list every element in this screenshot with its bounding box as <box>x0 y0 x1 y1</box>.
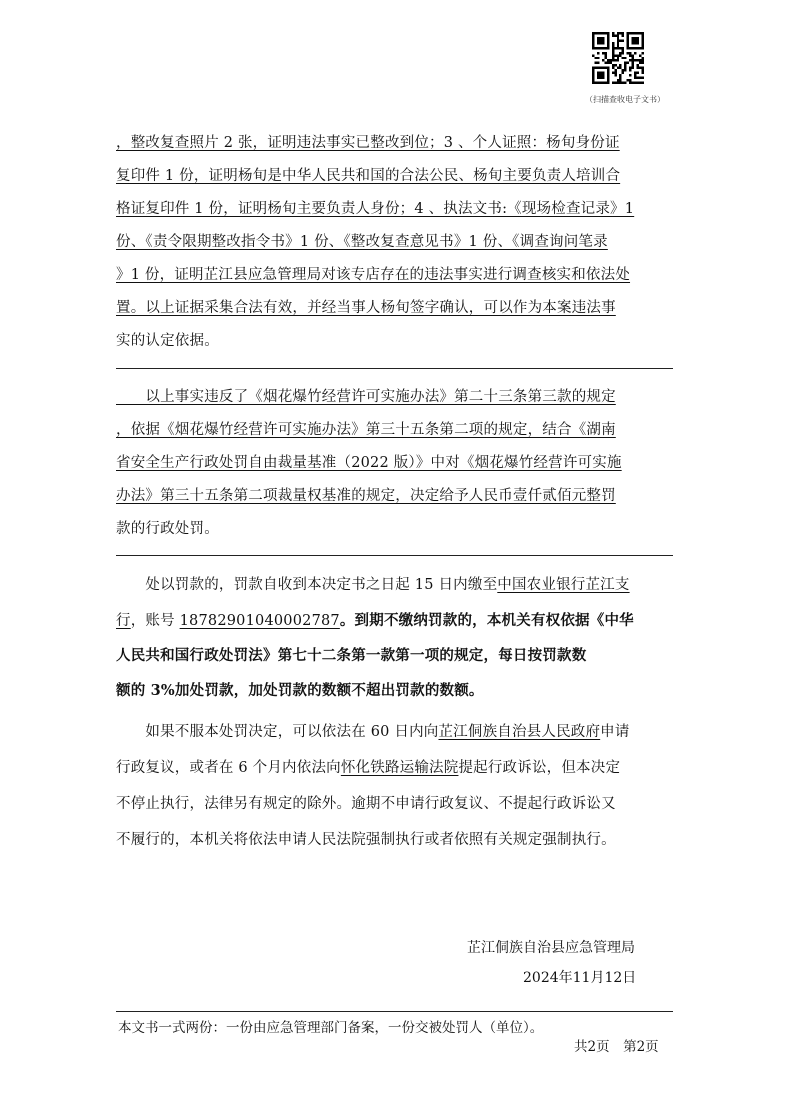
text-line: ，依据《烟花爆竹经营许可实施办法》第三十五条第二项的规定，结合《湖南 <box>116 422 616 438</box>
text-line: 置。以上证据采集合法有效，并经当事人杨旬签字确认，可以作为本案违法事 <box>116 300 616 316</box>
text-line: 实的认定依据。 <box>116 333 219 349</box>
text-line: 额的 3%加处罚款，加处罚款的数额不超出罚款的数额。 <box>116 682 484 699</box>
penalty-warning: 。到期不缴纳罚款的，本机关有权依据《中华 <box>339 612 634 629</box>
text-line: 不履行的，本机关将依法申请人民法院强制执行或者依照有关规定强制执行。 <box>116 832 616 848</box>
qr-code <box>592 32 644 84</box>
text-line: 份、《责令限期整改指令书》1 份、《整改复查意见书》1 份、《调查询问笔录 <box>116 234 608 250</box>
court-name: 怀化铁路运输法院 <box>340 760 459 776</box>
bank-name-cont: 行 <box>116 613 131 629</box>
remedy-text: 如果不服本处罚决定，可以依法在 60 日内向 <box>116 724 439 740</box>
underline-rule <box>116 555 673 556</box>
account-label: ，账号 <box>130 613 180 629</box>
text-line <box>116 604 671 637</box>
footer-note: 本文书一式两份：一份由应急管理部门备案，一份交被处罚人（单位）。 <box>118 1020 544 1036</box>
text-line: 格证复印件 1 份，证明杨旬主要负责人身份；4 、执法文书:《现场检查记录》1 <box>116 201 635 217</box>
remedy-text: 行政复议，或者在 6 个月内依法向 <box>116 760 341 776</box>
underline-rule <box>116 368 673 369</box>
remedy-text: 提起行政诉讼，但本决定 <box>458 760 621 776</box>
text-line: 以上事实违反了《烟花爆竹经营许可实施办法》第二十三条第三款的规定 <box>116 389 616 405</box>
text-line: 不停止执行，法律另有规定的除外。逾期不申请行政复议、不提起行政诉讼又 <box>116 796 616 812</box>
text-line: ，整改复查照片 2 张，证明违法事实已整改到位；3 、个人证照：杨旬身份证 <box>116 135 620 151</box>
payment-text: 处以罚款的，罚款自收到本决定书之日起 15 日内缴至 <box>116 577 498 593</box>
government-name: 芷江侗族自治县人民政府 <box>438 724 601 740</box>
bank-name: 中国农业银行芷江支 <box>497 577 630 593</box>
text-line: 复印件 1 份，证明杨旬是中华人民共和国的合法公民、杨旬主要负责人培训合 <box>116 168 621 184</box>
text-line: 省安全生产行政处罚自由裁量基准（2022 版）》中对《烟花爆竹经营许可实施 <box>116 455 622 471</box>
text-line <box>116 569 671 602</box>
qr-caption: （扫描查收电子文书） <box>585 95 665 104</box>
issue-date: 2024年11月12日 <box>523 970 637 986</box>
remedy-text: 申请 <box>600 724 630 740</box>
text-line: 办法》第三十五条第二项裁量权基准的规定，决定给予人民币壹仟贰佰元整罚 <box>116 488 616 504</box>
text-line <box>116 752 671 785</box>
text-line: 》1 份，证明芷江县应急管理局对该专店存在的违法事实进行调查核实和依法处 <box>116 267 631 283</box>
issuing-agency: 芷江侗族自治县应急管理局 <box>467 940 635 956</box>
text-line: 人民共和国行政处罚法》第七十二条第一款第一项的规定，每日按罚款数 <box>116 647 587 664</box>
account-number: 18782901040002787 <box>179 613 340 629</box>
text-line <box>116 716 671 749</box>
footer-rule <box>116 1011 673 1012</box>
text-line: 款的行政处罚。 <box>116 521 219 537</box>
page-number: 共2页 第2页 <box>574 1039 659 1055</box>
